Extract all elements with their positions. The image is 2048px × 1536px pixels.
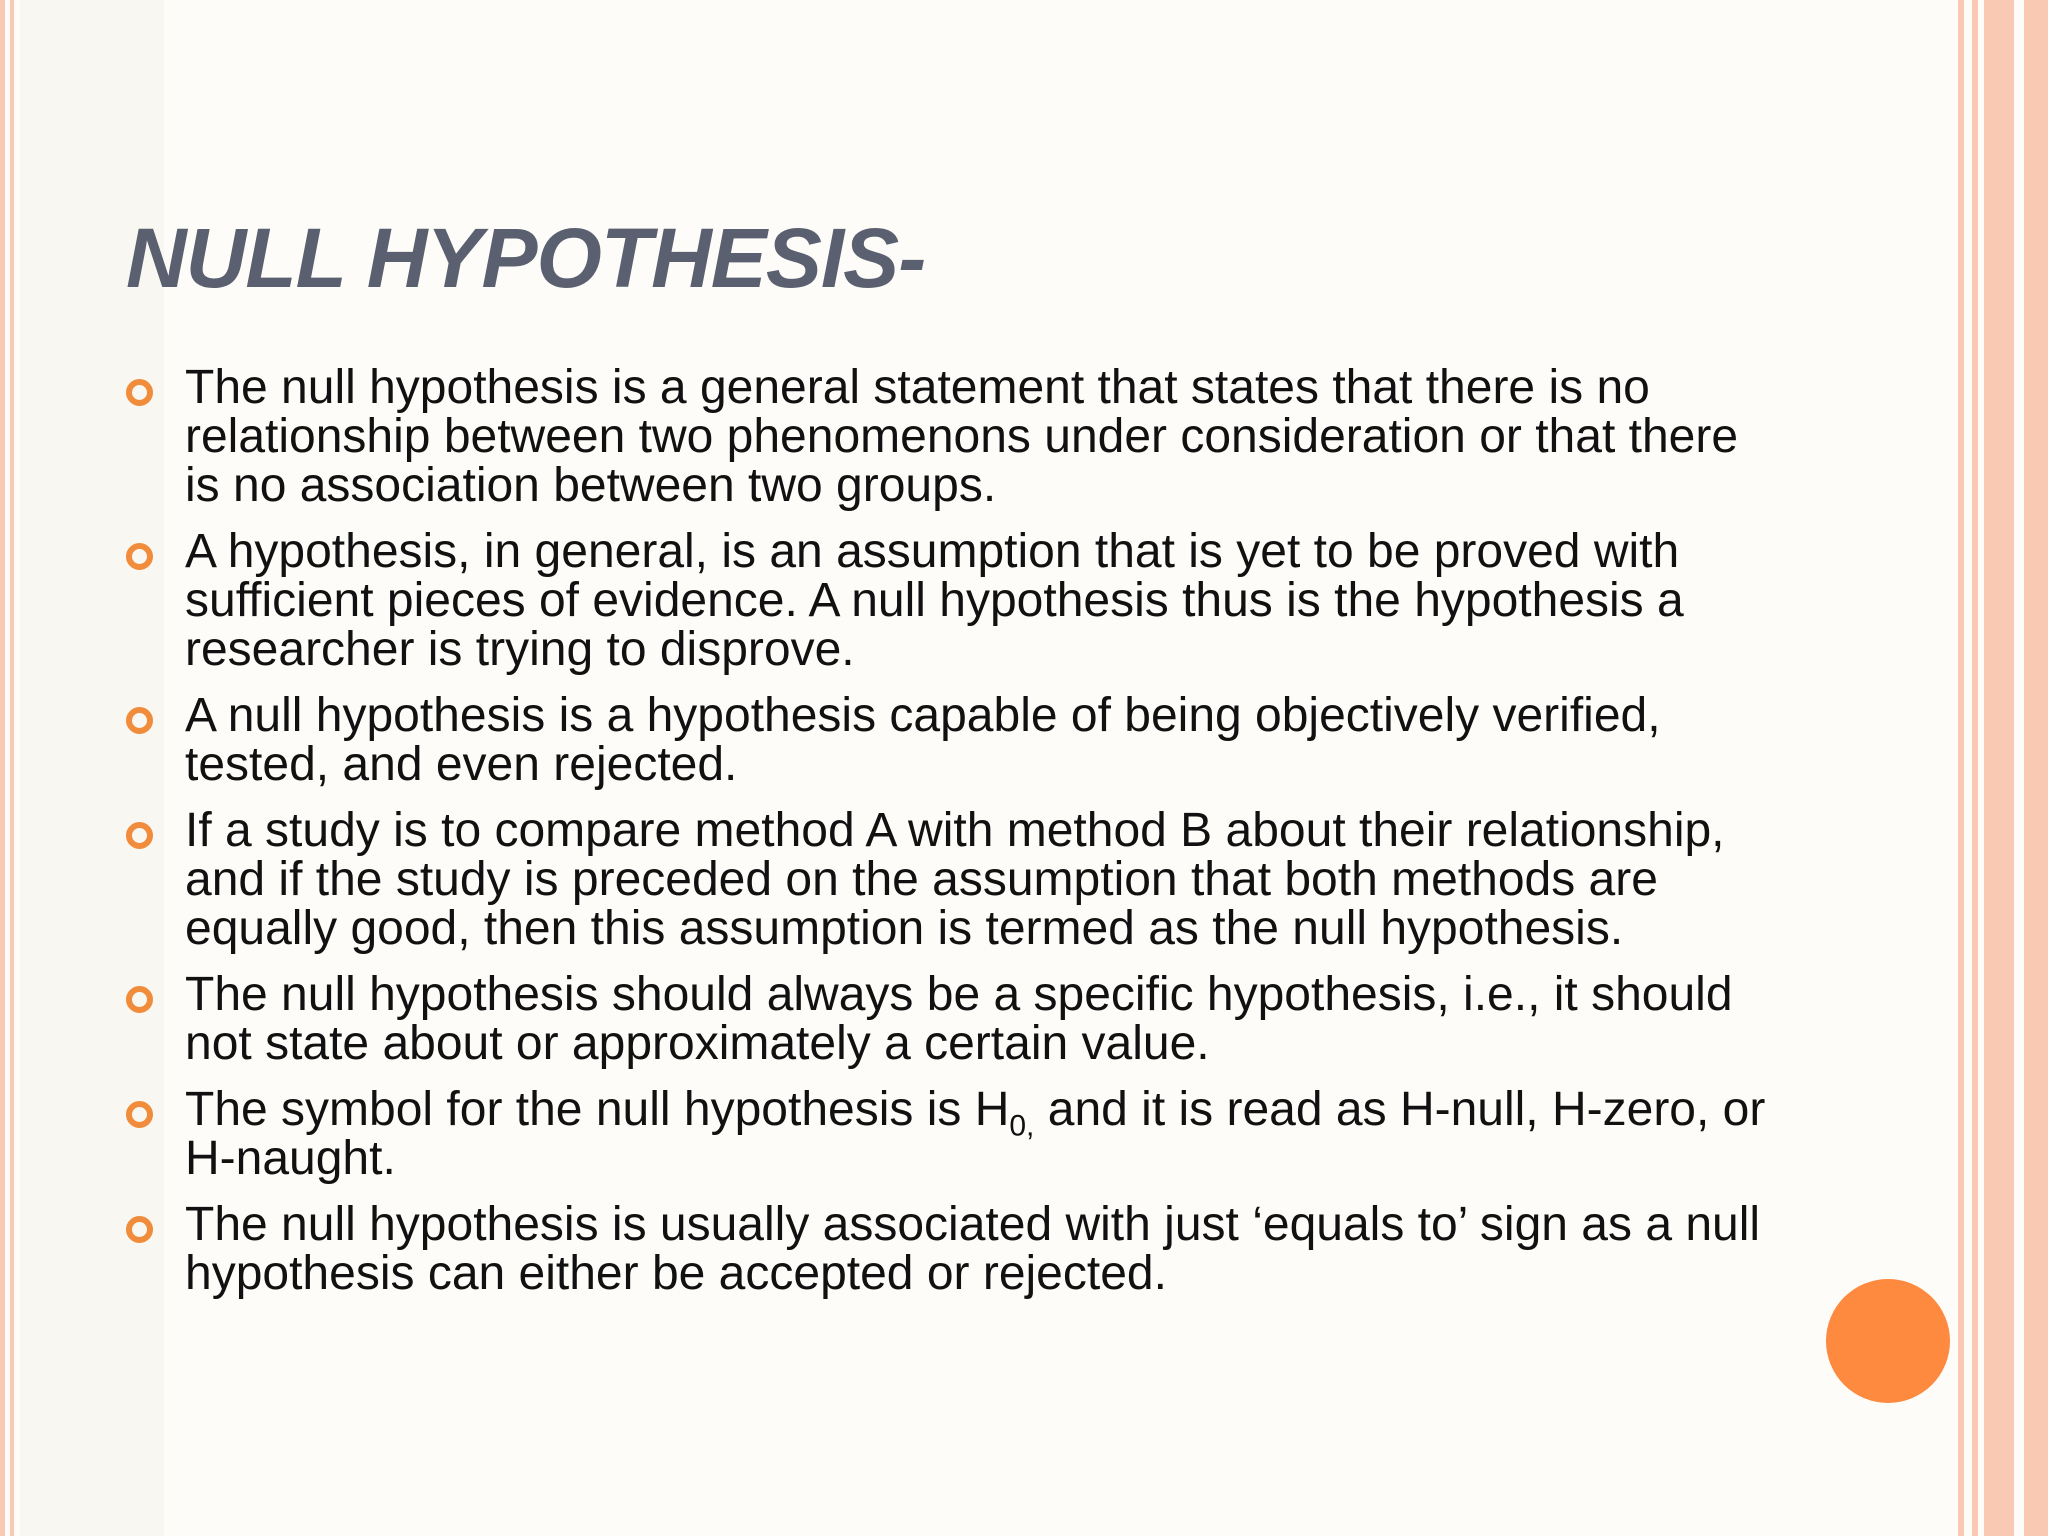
slide-title: NULL HYPOTHESIS-: [126, 211, 926, 305]
bullet-item: [126, 1200, 1766, 1298]
right-border-stripe-1: [1958, 0, 1964, 1536]
bullet-text: If a study is to compare method A with method B about their relationship, and if the study is preceded on the assumption that both methods are equally good, then this assumption is termed as the null hypothesis.: [185, 804, 1725, 955]
right-border-stripe-2: [1972, 0, 1978, 1536]
bullet-text: A null hypothesis is a hypothesis capable of being objectively verified, tested, and even rejected.: [185, 689, 1661, 791]
bullet-item: [126, 527, 1766, 674]
right-border-stripe-4: [2024, 0, 2048, 1536]
bullet-circle-icon: [126, 543, 153, 570]
bullet-text: The null hypothesis is a general statement that states that there is no relationship between two phenomenons under consideration or that there is no association between two groups.: [185, 361, 1739, 512]
bullet-text: The null hypothesis is usually associated with just ‘equals to’ sign as a null hypothesis can either be accepted or rejected.: [185, 1198, 1761, 1300]
bullet-text-symbol: [185, 1085, 1766, 1183]
bullet-circle-icon: [126, 1216, 153, 1243]
left-border-stripe-inner: [10, 0, 14, 1536]
symbol-text-after: and it is read as H-null, H-zero, or H-naught.: [185, 1083, 1766, 1185]
bullet-item: [126, 363, 1766, 510]
bullet-text: The null hypothesis should always be a specific hypothesis, i.e., it should not state about or approximately a certain value.: [185, 968, 1733, 1070]
bullet-item: [126, 806, 1766, 953]
left-border-stripe-outer: [0, 0, 5, 1536]
bullet-circle-icon: [126, 1101, 153, 1128]
bullet-item: [126, 970, 1766, 1068]
symbol-text-before: The symbol for the null hypothesis is H: [185, 1083, 1010, 1136]
bullet-circle-icon: [126, 707, 153, 734]
right-border-stripe-3: [1984, 0, 2014, 1536]
bullet-list: [126, 363, 1766, 1315]
bullet-item: [126, 691, 1766, 789]
orange-circle-icon: [1826, 1279, 1950, 1403]
symbol-subscript: 0,: [1009, 1109, 1035, 1143]
bullet-circle-icon: [126, 986, 153, 1013]
bullet-circle-icon: [126, 379, 153, 406]
bullet-circle-icon: [126, 822, 153, 849]
bullet-text: A hypothesis, in general, is an assumption that is yet to be proved with sufficient pieces of evidence. A null hypothesis thus is the hypothesis a researcher is trying to disprove.: [185, 525, 1684, 676]
bullet-item: [126, 1085, 1766, 1183]
